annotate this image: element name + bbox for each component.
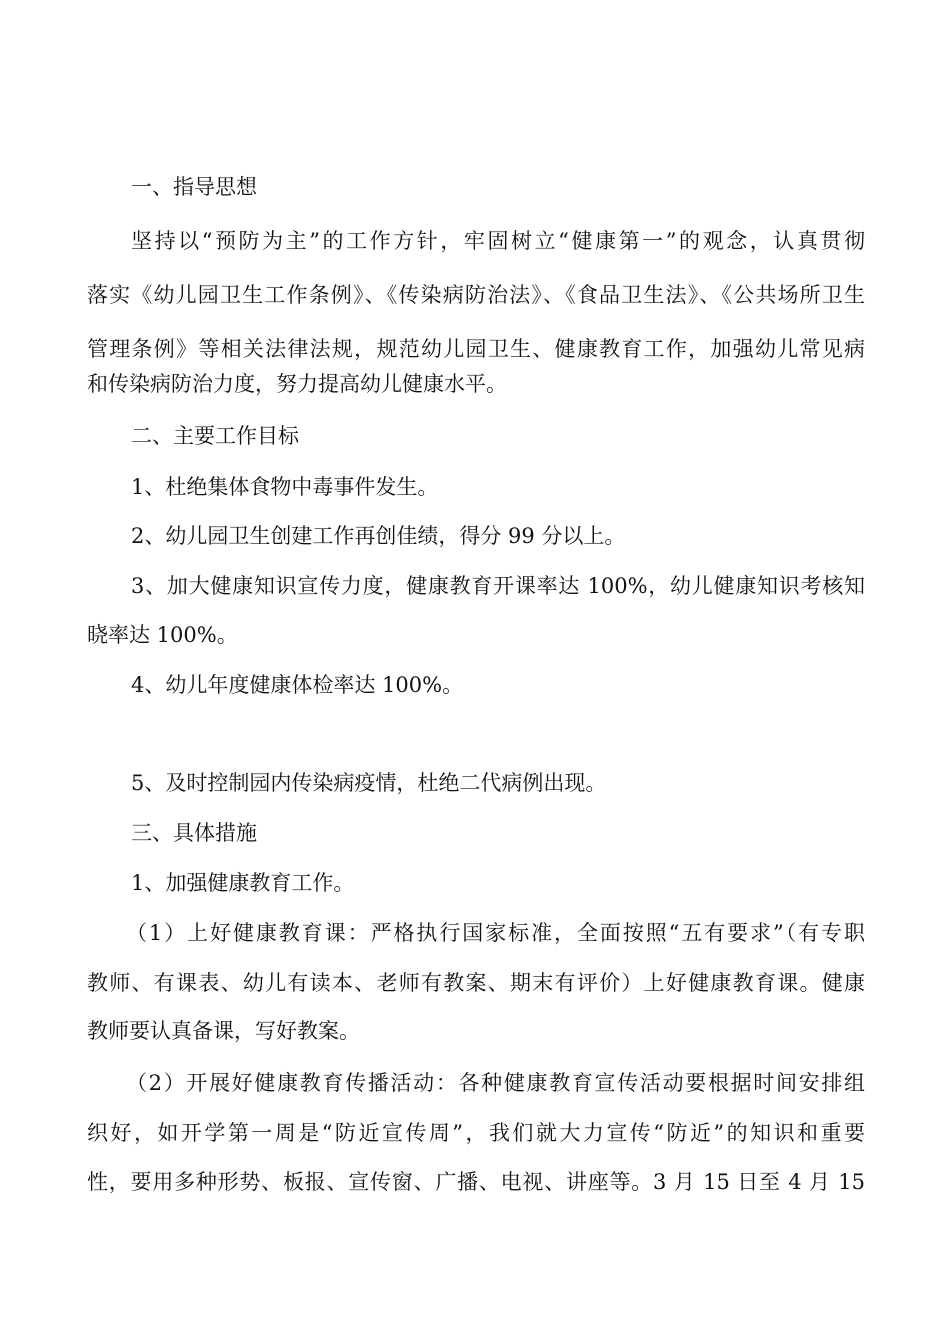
section-heading-guiding-ideology: 一、指导思想 xyxy=(131,175,257,199)
goal-item-3: 3、加大健康知识宣传力度，健康教育开课率达 100%，幼儿健康知识考核知 xyxy=(131,574,865,598)
section-heading-measures: 三、具体措施 xyxy=(131,821,257,845)
measure-subitem-2-continued: 性，要用多种形势、板报、宣传窗、广播、电视、讲座等。3 月 15 日至 4 月 15 xyxy=(87,1170,865,1194)
goal-item-4: 4、幼儿年度健康体检率达 100%。 xyxy=(131,673,464,697)
measure-subitem-1: （1）上好健康教育课：严格执行国家标准，全面按照“五有要求”（有专职 xyxy=(126,921,865,945)
goal-item-2: 2、幼儿园卫生创建工作再创佳绩，得分 99 分以上。 xyxy=(131,524,626,548)
section-heading-main-goals: 二、主要工作目标 xyxy=(131,424,299,448)
paragraph-line: 管理条例》等相关法律法规，规范幼儿园卫生、健康教育工作，加强幼儿常见病 xyxy=(87,337,865,361)
measure-subitem-2: （2）开展好健康教育传播活动：各种健康教育宣传活动要根据时间安排组 xyxy=(126,1071,865,1095)
measure-subitem-2-continued: 织好，如开学第一周是“防近宣传周”，我们就大力宣传“防近”的知识和重要 xyxy=(87,1121,865,1145)
paragraph-line: 坚持以“预防为主”的工作方针，牢固树立“健康第一”的观念，认真贯彻 xyxy=(131,229,865,253)
measure-subitem-1-continued: 教师要认真备课，写好教案。 xyxy=(87,1019,360,1043)
paragraph-line: 落实《幼儿园卫生工作条例》、《传染病防治法》、《食品卫生法》、《公共场所卫生 xyxy=(87,283,865,307)
goal-item-1: 1、杜绝集体食物中毒事件发生。 xyxy=(131,475,439,499)
measure-subitem-1-continued: 教师、有课表、幼儿有读本、老师有教案、期末有评价）上好健康教育课。健康 xyxy=(87,971,865,995)
paragraph-line: 和传染病防治力度，努力提高幼儿健康水平。 xyxy=(87,372,507,396)
goal-item-3-continued: 晓率达 100%。 xyxy=(87,623,238,647)
measure-item-1: 1、加强健康教育工作。 xyxy=(131,871,355,895)
goal-item-5: 5、及时控制园内传染病疫情，杜绝二代病例出现。 xyxy=(131,771,607,795)
